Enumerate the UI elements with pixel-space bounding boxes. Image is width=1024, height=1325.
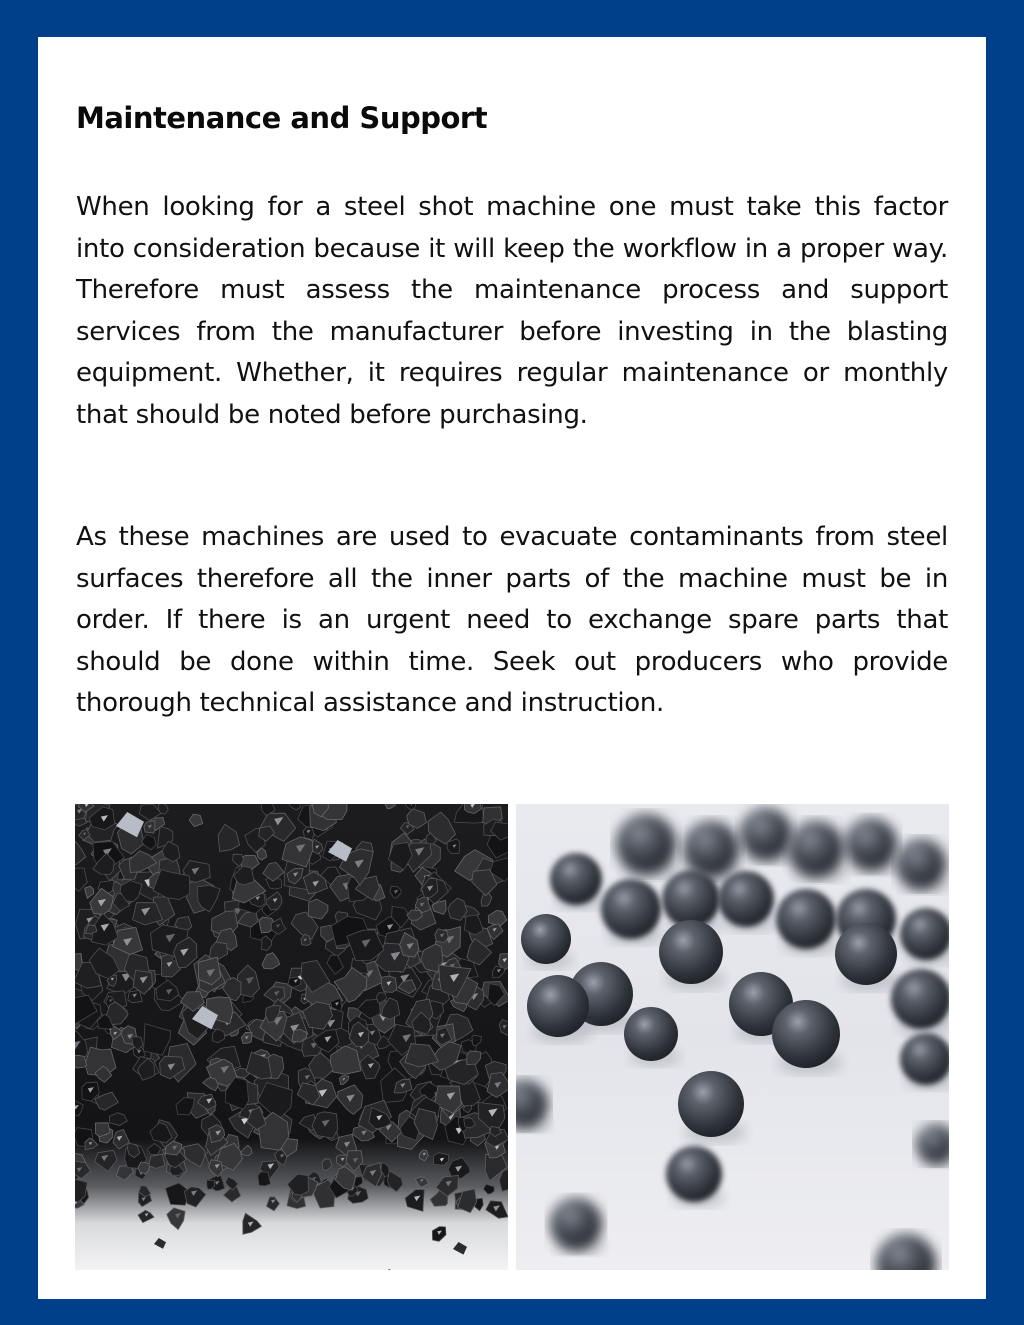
paragraph-2: As these machines are used to evacuate contaminants from steel surfaces therefore all the inner parts of the machine must be in order. If there is an urgent need to exchange spare parts that should be done within time. Seek out producers who provide thorough technical assistance and instruction. <box>76 522 948 718</box>
steel-shot-photo <box>516 804 949 1270</box>
section-heading: Maintenance and Support <box>76 101 488 135</box>
steel-grit-photo <box>75 804 508 1270</box>
document-page <box>38 37 986 1299</box>
paragraph-1: When looking for a steel shot machine one must take this factor into consideration because it will keep the workflow in a proper way. Therefore must assess the maintenance process and support services from the manufacturer before investing in the blasting equipment. Whether, it requires regular maintenance or monthly that should be noted before purchasing. <box>76 192 948 430</box>
